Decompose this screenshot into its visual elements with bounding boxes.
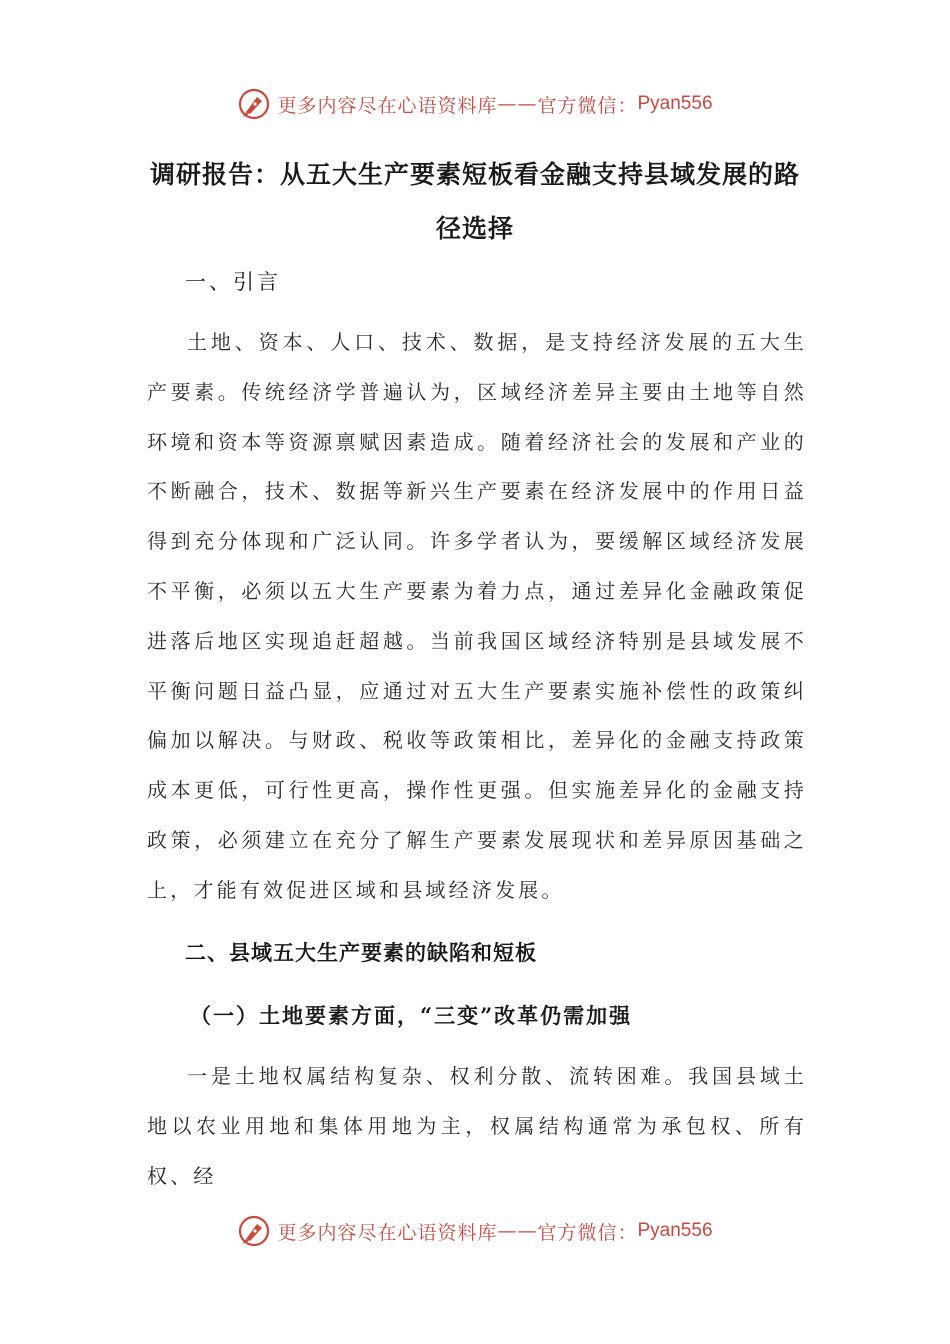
banner-wechat-id: Pyan556 <box>637 93 713 114</box>
land-paragraph: 一是土地权属结构复杂、权利分散、流转困难。我国县域土地以农业用地和集体用地为主，权属结构通常为承包权、所有权、经 <box>147 1064 807 1188</box>
banner-wechat-label: 官方微信： <box>537 94 638 117</box>
banner-wechat-id: Pyan556 <box>637 1220 713 1241</box>
banner-dash: —— <box>497 93 538 115</box>
pen-nib-logo-icon <box>237 1214 271 1248</box>
section-heading-shortcomings: 二、县域五大生产要素的缺陷和短板 <box>185 940 537 965</box>
section-heading-introduction: 一、引言 <box>185 270 281 294</box>
banner-wechat-label: 官方微信： <box>537 1221 638 1244</box>
document-title: 调研报告：从五大生产要素短板看金融支持县域发展的路径选择 <box>149 160 800 243</box>
header-banner <box>0 84 950 124</box>
banner-slogan: 更多内容尽在心语资料库 <box>277 1221 498 1244</box>
banner-dash: —— <box>497 1220 538 1242</box>
footer-banner <box>0 1211 950 1251</box>
pen-nib-logo-icon <box>237 87 271 121</box>
banner-slogan: 更多内容尽在心语资料库 <box>277 94 498 117</box>
introduction-paragraph: 土地、资本、人口、技术、数据，是支持经济发展的五大生产要素。传统经济学普遍认为，区域经济差异主要由土地等自然环境和资本等资源禀赋因素造成。随着经济社会的发展和产业的不断融合，技术、数据等新兴生产要素在经济发展中的作用日益得到充分体现和广泛认同。许多学者认为，要缓解区域经济发展不平衡，必须以五大生产要素为着力点，通过差异化金融政策促进落后地区实现追赶超越。当前我国区域经济特别是县域发展不平衡问题日益凸显，应通过对五大生产要素实施补偿性的政策纠偏加以解决。与财政、税收等政策相比，差异化的金融支持政策成本更低，可行性更高，操作性更强。但实施差异化的金融支持政策，必须建立在充分了解生产要素发展现状和差异原因基础之上，才能有效促进区域和县域经济发展。 <box>147 330 807 902</box>
subsection-heading-land: （一）土地要素方面，“三变”改革仍需加强 <box>190 1003 633 1028</box>
